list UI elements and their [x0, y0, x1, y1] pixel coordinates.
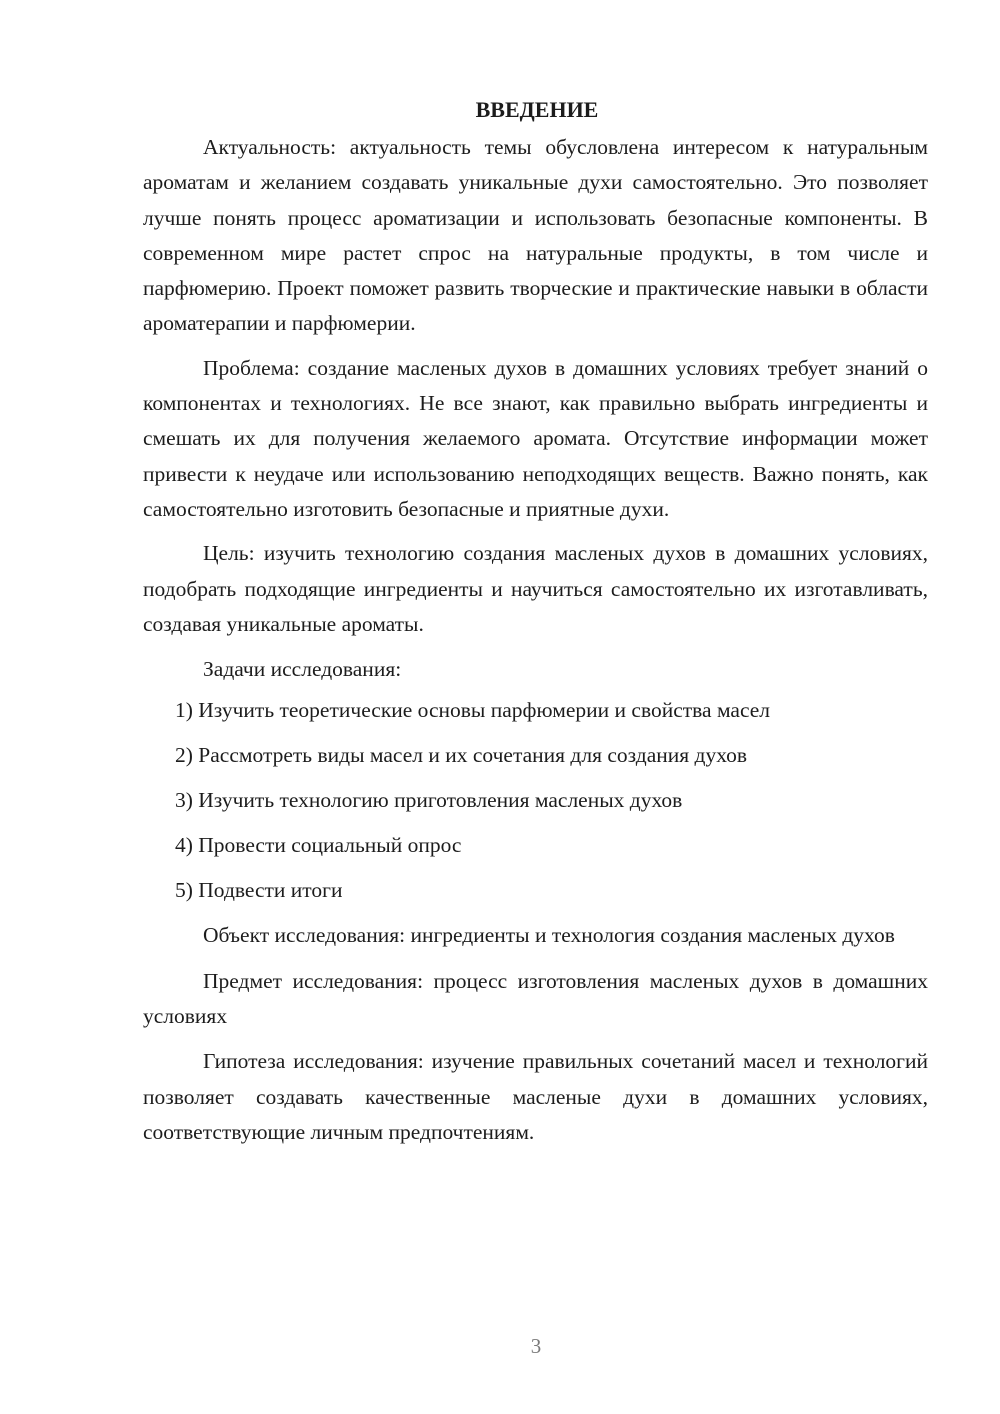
- relevance-paragraph: Актуальность: актуальность темы обусловлена интересом к натуральным ароматам и желанием создавать уникальные духи самостоятельно. Это позволяет лучше понять процесс ароматизации и использовать безопасные компоненты. В современном мире растет спрос на натуральные продукты, в том числе и парфюмерию. Проект поможет развить творческие и практические навыки в области ароматерапии и парфюмерии.: [143, 135, 928, 336]
- tasks-list: [143, 693, 928, 908]
- task-item: 5) Подвести итоги: [175, 878, 343, 903]
- goal-paragraph: Цель: изучить технологию создания масленых духов в домашних условиях, подобрать подходящие ингредиенты и научиться самостоятельно их изготавливать, создавая уникальные ароматы.: [143, 541, 928, 636]
- hypothesis-paragraph: Гипотеза исследования: изучение правильных сочетаний масел и технологий позволяет создавать качественные масленые духи в домашних условиях, соответствующие личным предпочтениям.: [143, 1049, 928, 1144]
- task-item: 1) Изучить теоретические основы парфюмерии и свойства масел: [175, 698, 771, 723]
- task-item: 4) Провести социальный опрос: [175, 833, 462, 858]
- tasks-heading: Задачи исследования:: [203, 657, 402, 682]
- problem-paragraph: Проблема: создание масленых духов в домашних условиях требует знаний о компонентах и технологиях. Не все знают, как правильно выбрать ингредиенты и смешать их для получения желаемого аромата. Отсутствие информации может привести к неудаче или использованию неподходящих веществ. Важно понять, как самостоятельно изготовить безопасные и приятные духи.: [143, 355, 928, 521]
- page-number: 3: [530, 1334, 542, 1358]
- page-content: [143, 92, 928, 1150]
- task-item: 2) Рассмотреть виды масел и их сочетания для создания духов: [175, 743, 748, 768]
- task-item: 3) Изучить технологию приготовления масленых духов: [175, 788, 683, 813]
- page-title: ВВЕДЕНИЕ: [475, 97, 599, 122]
- object-paragraph: Объект исследования: ингредиенты и технология создания масленых духов: [203, 923, 895, 948]
- subject-paragraph: Предмет исследования: процесс изготовления масленых духов в домашних условиях: [143, 968, 928, 1029]
